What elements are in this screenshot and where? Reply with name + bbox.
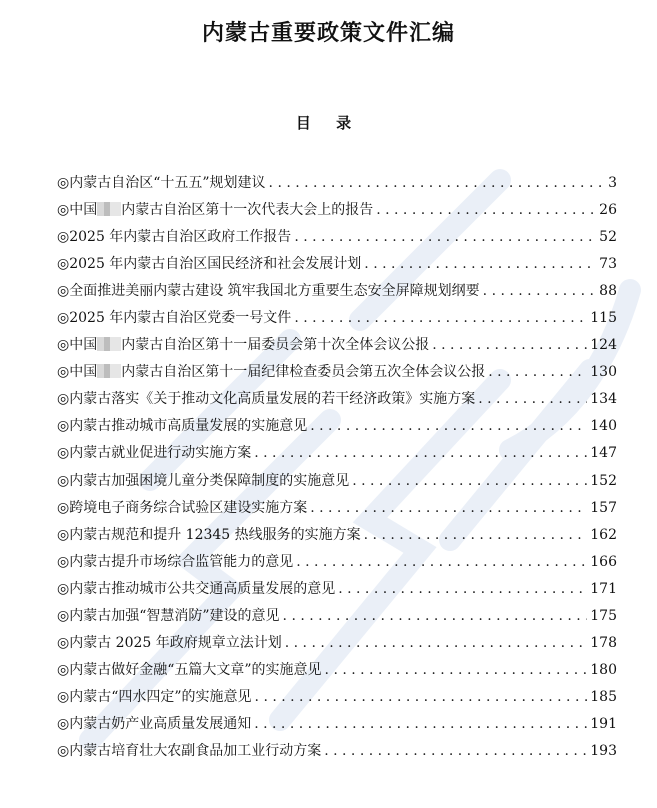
toc-leader-dots [285, 630, 588, 657]
toc-bullet: ◎ [57, 418, 70, 435]
toc-entry-title [57, 413, 307, 440]
toc-leader-dots [254, 711, 587, 738]
toc-page-number: 52 [599, 229, 617, 246]
toc-entry-text: 内蒙古推动城市高质量发展的实施意见 [69, 418, 308, 435]
toc-page-number: 26 [599, 202, 617, 219]
toc-bullet: ◎ [57, 580, 70, 597]
toc-entry-title [57, 251, 361, 278]
toc-entry[interactable] [57, 224, 617, 251]
toc-page-number: 147 [590, 445, 617, 462]
toc-leader-dots [283, 603, 588, 630]
toc-bullet: ◎ [57, 256, 70, 273]
toc-entry-text: 2025 年内蒙古自治区政府工作报告 [69, 229, 292, 246]
toc-leader-dots [338, 576, 587, 603]
toc-entry[interactable] [57, 522, 617, 549]
toc-entry[interactable] [57, 738, 617, 765]
toc-entry-title [57, 495, 307, 522]
toc-bullet: ◎ [57, 715, 70, 732]
toc-bullet: ◎ [57, 229, 70, 246]
toc-bullet: ◎ [57, 553, 70, 570]
toc-entry-text: 2025 年内蒙古自治区国民经济和社会发展计划 [69, 256, 362, 273]
toc-entry-title [57, 359, 485, 386]
toc-entry[interactable] [57, 549, 617, 576]
redaction-mark [97, 337, 121, 351]
toc-entry[interactable] [57, 386, 617, 413]
toc-leader-dots [376, 197, 596, 224]
toc-page-number: 171 [590, 580, 617, 597]
toc-leader-dots [310, 495, 587, 522]
toc-bullet: ◎ [57, 472, 70, 489]
toc-entry-text: 内蒙古做好金融“五篇大文章”的实施意见 [69, 661, 322, 678]
toc-page-number: 166 [590, 553, 617, 570]
toc-bullet: ◎ [57, 607, 70, 624]
toc-page-number: 115 [590, 310, 617, 327]
toc-entry-title [57, 386, 475, 413]
toc-bullet: ◎ [57, 634, 70, 651]
toc-entry-title [57, 684, 252, 711]
toc-entry-prefix-text: 中国 [69, 202, 98, 219]
toc-bullet: ◎ [57, 688, 70, 705]
toc-entry[interactable] [57, 576, 617, 603]
toc-page-number: 175 [590, 607, 617, 624]
toc-entry-text: 内蒙古加强困境儿童分类保障制度的实施意见 [69, 472, 350, 489]
toc-leader-dots [483, 278, 597, 305]
toc-entry-text: 内蒙古培育壮大农副食品加工业行动方案 [69, 742, 322, 759]
toc-page-number: 178 [590, 634, 617, 651]
redaction-mark [97, 202, 121, 216]
toc-leader-dots [364, 522, 588, 549]
toc-leader-dots [352, 468, 587, 495]
toc-entry-text: 跨境电子商务综合试验区建设实施方案 [69, 499, 308, 516]
toc-entry-text: 内蒙古规范和提升 12345 热线服务的实施方案 [69, 526, 361, 543]
toc-entry-text: 内蒙古加强“智慧消防”建设的意见 [69, 607, 280, 624]
document-title: 内蒙古重要政策文件汇编 [201, 20, 455, 46]
toc-page-number: 73 [599, 256, 617, 273]
toc-entry[interactable] [57, 359, 617, 386]
toc-entry[interactable] [57, 197, 617, 224]
toc-page-number: 180 [590, 661, 617, 678]
toc-page-number: 185 [590, 688, 617, 705]
toc-bullet: ◎ [57, 499, 70, 516]
toc-page-number: 191 [590, 715, 617, 732]
toc-leader-dots [269, 170, 606, 197]
toc-entry-text: 内蒙古就业促进行动实施方案 [69, 445, 252, 462]
toc-bullet: ◎ [57, 364, 70, 381]
toc-entry-title [57, 576, 335, 603]
toc-entry-title [57, 630, 282, 657]
toc-entry[interactable] [57, 711, 617, 738]
toc-bullet: ◎ [57, 337, 70, 354]
toc-leader-dots [432, 332, 587, 359]
toc-entry[interactable] [57, 278, 617, 305]
table-of-contents [57, 170, 617, 765]
toc-page-number: 130 [590, 364, 617, 381]
toc-leader-dots [488, 359, 587, 386]
toc-entry-text: 内蒙古落实《关于推动文化高质量发展的若干经济政策》实施方案 [69, 391, 476, 408]
toc-entry-text: 内蒙古提升市场综合监管能力的意见 [69, 553, 294, 570]
toc-entry[interactable] [57, 332, 617, 359]
toc-heading: 目 录 [295, 114, 362, 132]
toc-bullet: ◎ [57, 391, 70, 408]
toc-bullet: ◎ [57, 310, 70, 327]
toc-leader-dots [296, 549, 587, 576]
toc-entry-text: 内蒙古自治区“十五五”规划建议 [69, 175, 266, 191]
toc-bullet: ◎ [57, 283, 70, 300]
toc-entry-text: 内蒙古自治区第十一次代表大会上的报告 [121, 202, 374, 219]
toc-leader-dots [325, 657, 588, 684]
toc-entry-title [57, 197, 373, 224]
toc-bullet: ◎ [57, 202, 70, 219]
redaction-mark [97, 364, 121, 378]
toc-entry-title [57, 170, 266, 197]
toc-entry-text: 2025 年内蒙古自治区党委一号文件 [69, 310, 292, 327]
toc-page-number: 88 [599, 283, 617, 300]
toc-entry[interactable] [57, 170, 617, 197]
toc-leader-dots [294, 305, 587, 332]
toc-page-number: 134 [590, 391, 617, 408]
toc-entry[interactable] [57, 657, 617, 684]
toc-leader-dots [324, 738, 587, 765]
toc-entry-text: 内蒙古自治区第十一届委员会第十次全体会议公报 [121, 337, 430, 354]
toc-entry[interactable] [57, 440, 617, 467]
toc-leader-dots [310, 413, 587, 440]
toc-page-number: 124 [590, 337, 617, 354]
toc-leader-dots [255, 684, 588, 711]
toc-entry-title [57, 332, 429, 359]
toc-entry[interactable] [57, 630, 617, 657]
toc-page-number: 157 [590, 499, 617, 516]
toc-leader-dots [254, 440, 587, 467]
toc-entry[interactable] [57, 468, 617, 495]
toc-entry-title [57, 440, 251, 467]
toc-entry-title [57, 603, 280, 630]
toc-entry-title [57, 711, 251, 738]
toc-entry-prefix-text: 中国 [69, 337, 98, 354]
toc-entry-title [57, 305, 291, 332]
toc-leader-dots [478, 386, 587, 413]
toc-entry-title [57, 278, 480, 305]
toc-page-number: 3 [608, 175, 617, 191]
toc-entry-title [57, 224, 291, 251]
toc-leader-dots [294, 224, 596, 251]
toc-entry[interactable] [57, 413, 617, 440]
toc-entry-text: 内蒙古推动城市公共交通高质量发展的意见 [69, 580, 336, 597]
toc-entry[interactable] [57, 684, 617, 711]
toc-bullet: ◎ [57, 742, 70, 759]
toc-entry[interactable] [57, 603, 617, 630]
toc-entry-title [57, 468, 349, 495]
toc-bullet: ◎ [57, 445, 70, 462]
toc-bullet: ◎ [57, 526, 70, 543]
toc-bullet: ◎ [57, 175, 70, 191]
toc-page-number: 193 [590, 742, 617, 759]
toc-entry[interactable] [57, 495, 617, 522]
toc-entry-text: 内蒙古自治区第十一届纪律检查委员会第五次全体会议公报 [121, 364, 486, 381]
toc-entry-text: 内蒙古 2025 年政府规章立法计划 [69, 634, 282, 651]
toc-entry-text: 全面推进美丽内蒙古建设 筑牢我国北方重要生态安全屏障规划纲要 [69, 283, 480, 300]
toc-entry-title [57, 549, 293, 576]
toc-entry[interactable] [57, 251, 617, 278]
toc-entry-text: 内蒙古奶产业高质量发展通知 [69, 715, 252, 732]
toc-entry-title [57, 657, 322, 684]
toc-entry-text: 内蒙古“四水四定”的实施意见 [69, 688, 252, 705]
toc-entry-title [57, 738, 321, 765]
toc-page-number: 152 [590, 472, 617, 489]
toc-bullet: ◎ [57, 661, 70, 678]
toc-entry-prefix-text: 中国 [69, 364, 98, 381]
toc-page-number: 162 [590, 526, 617, 543]
toc-page-number: 140 [590, 418, 617, 435]
toc-entry[interactable] [57, 305, 617, 332]
toc-leader-dots [364, 251, 596, 278]
toc-entry-title [57, 522, 361, 549]
